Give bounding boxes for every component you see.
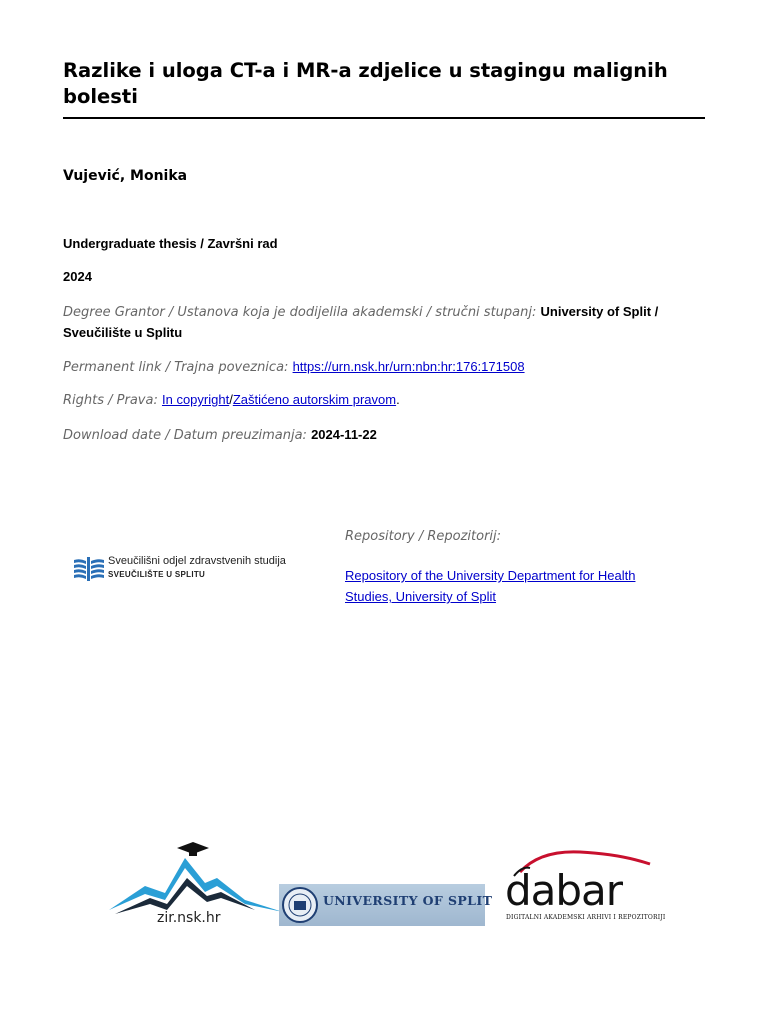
degree-grantor-label: Degree Grantor / Ustanova koja je dodijelila akademski / stručni stupanj:	[63, 305, 537, 320]
rights-end: .	[396, 392, 400, 407]
rights-label: Rights / Prava:	[63, 393, 158, 408]
dept-logo-name: Sveučilišni odjel zdravstvenih studija	[108, 555, 286, 567]
book-icon	[72, 555, 106, 583]
title-divider	[63, 117, 705, 119]
rights-copyright-link[interactable]: In copyright	[161, 392, 230, 407]
rights	[63, 390, 703, 411]
rights-croatian-link[interactable]: Zaštićeno autorskim pravom	[232, 392, 397, 407]
thesis-year: 2024	[63, 269, 92, 284]
rights-separator: /	[229, 392, 233, 407]
university-seal-icon	[281, 886, 319, 924]
degree-grantor-value: University of Split / Sveučilište u Splitu	[63, 304, 659, 340]
permanent-link	[63, 357, 703, 378]
university-split-text: UNIVERSITY OF SPLIT	[323, 893, 493, 908]
author-name: Vujević, Monika	[63, 168, 188, 184]
thesis-type: Undergraduate thesis / Završni rad	[63, 236, 278, 251]
dabar-logo-subtitle: DIGITALNI AKADEMSKI ARHIVI I REPOZITORIJI	[506, 914, 666, 921]
download-date-label: Download date / Datum preuzimanja:	[63, 428, 307, 443]
download-date	[63, 425, 703, 446]
document-title: Razlike i uloga CT-a i MR-a zdjelice u stagingu malignih bolesti	[63, 59, 668, 108]
repository-link[interactable]: Repository of the University Department for Health Studies, University of Split	[345, 568, 636, 604]
download-date-value: 2024-11-22	[311, 427, 377, 442]
degree-grantor	[63, 302, 703, 344]
zir-logo-text: zir.nsk.hr	[157, 910, 221, 926]
permanent-link-label: Permanent link / Trajna poveznica:	[63, 360, 289, 375]
dept-logo-subtitle: SVEUČILIŠTE U SPLITU	[108, 570, 206, 579]
repository-label: Repository / Repozitorij:	[345, 529, 502, 544]
dabar-logo-text: dabar	[505, 866, 623, 915]
permanent-link-url[interactable]: https://urn.nsk.hr/urn:nbn:hr:176:171508	[292, 359, 525, 374]
